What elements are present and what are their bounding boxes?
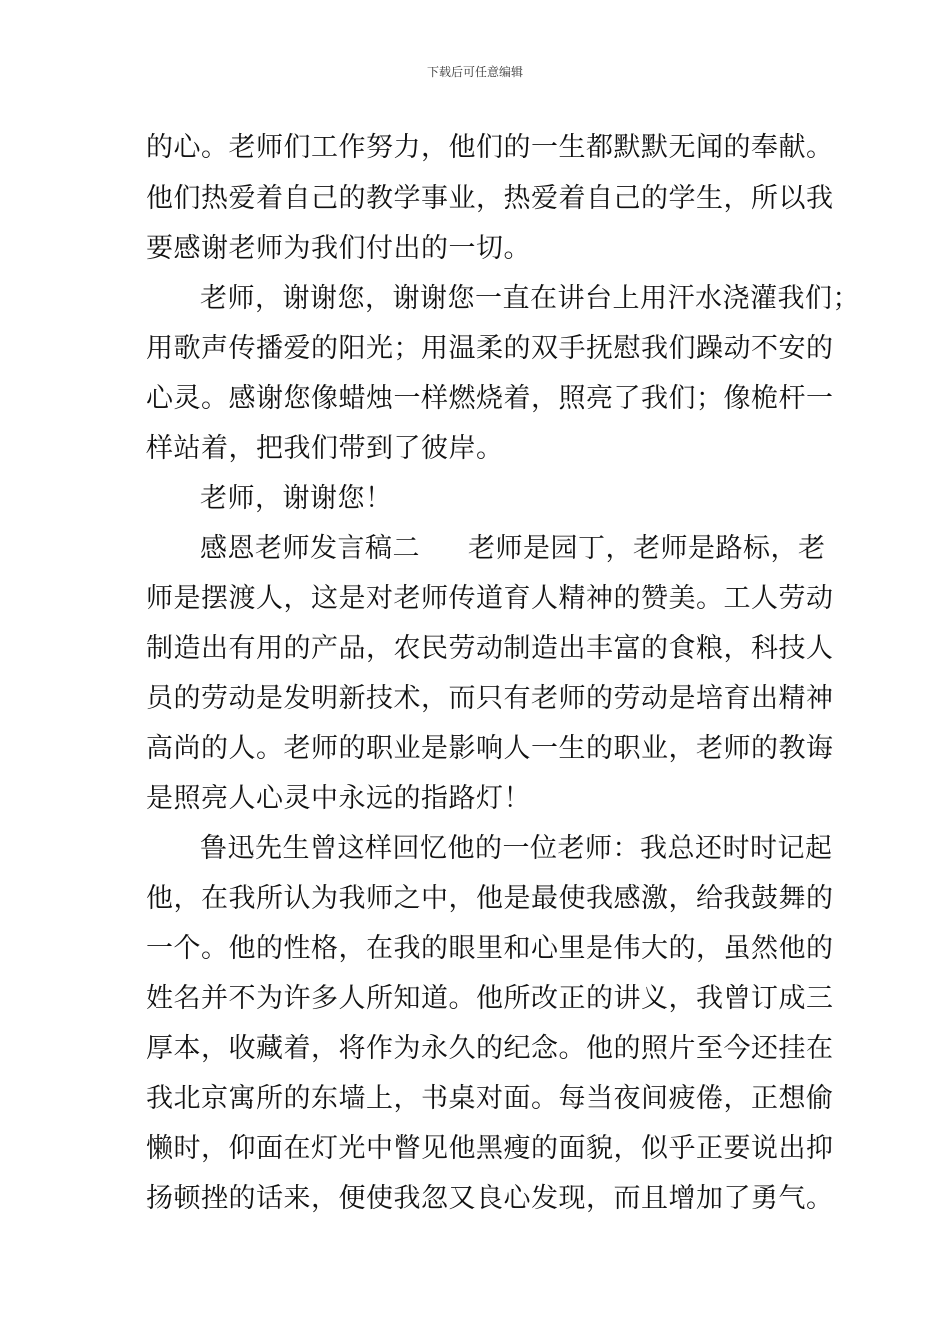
text-line: 高尚的人。老师的职业是影响人一生的职业，老师的教诲 xyxy=(146,733,834,764)
text-line: 员的劳动是发明新技术，而只有老师的劳动是培育出精神 xyxy=(146,683,834,714)
text-line: 的心。老师们工作努力，他们的一生都默默无闻的奉献。 xyxy=(146,132,834,163)
text-line: 制造出有用的产品，农民劳动制造出丰富的食粮，科技人 xyxy=(146,633,834,664)
text-line: 老师，谢谢您，谢谢您一直在讲台上用汗水浇灌我们； xyxy=(200,283,860,314)
text-line: 一个。他的性格，在我的眼里和心里是伟大的，虽然他的 xyxy=(146,933,834,964)
text-line: 他们热爱着自己的教学事业，热爱着自己的学生，所以我 xyxy=(146,183,834,214)
section-title: 感恩老师发言稿二 xyxy=(200,533,420,564)
text-line: 用歌声传播爱的阳光；用温柔的双手抚慰我们躁动不安的 xyxy=(146,333,834,364)
page-header: 下载后可任意编辑 xyxy=(426,65,523,79)
text-line: 扬顿挫的话来，便使我忽又良心发现，而且增加了勇气。 xyxy=(146,1183,834,1214)
text-line: 懒时，仰面在灯光中瞥见他黑瘦的面貌，似乎正要说出抑 xyxy=(146,1133,834,1164)
text-line: 心灵。感谢您像蜡烛一样燃烧着，照亮了我们；像桅杆一 xyxy=(146,383,834,414)
section-heading-line xyxy=(200,531,826,567)
text-line: 我北京寓所的东墙上，书桌对面。每当夜间疲倦，正想偷 xyxy=(146,1083,834,1114)
text-line: 他，在我所认为我师之中，他是最使我感激，给我鼓舞的 xyxy=(146,883,834,914)
text-line: 样站着，把我们带到了彼岸。 xyxy=(146,433,504,464)
text-line: 厚本，收藏着，将作为永久的纪念。他的照片至今还挂在 xyxy=(146,1033,834,1064)
text-line: 老师，谢谢您！ xyxy=(200,483,393,514)
text-line: 姓名并不为许多人所知道。他所改正的讲义，我曾订成三 xyxy=(146,983,834,1014)
text-line: 要感谢老师为我们付出的一切。 xyxy=(146,233,531,264)
text-line: 是照亮人心灵中永远的指路灯！ xyxy=(146,783,531,814)
text-line: 老师是园丁，老师是路标，老 xyxy=(468,533,826,564)
text-line: 师是摆渡人，这是对老师传道育人精神的赞美。工人劳动 xyxy=(146,583,834,614)
text-line: 鲁迅先生曾这样回忆他的一位老师：我总还时时记起 xyxy=(200,833,833,864)
